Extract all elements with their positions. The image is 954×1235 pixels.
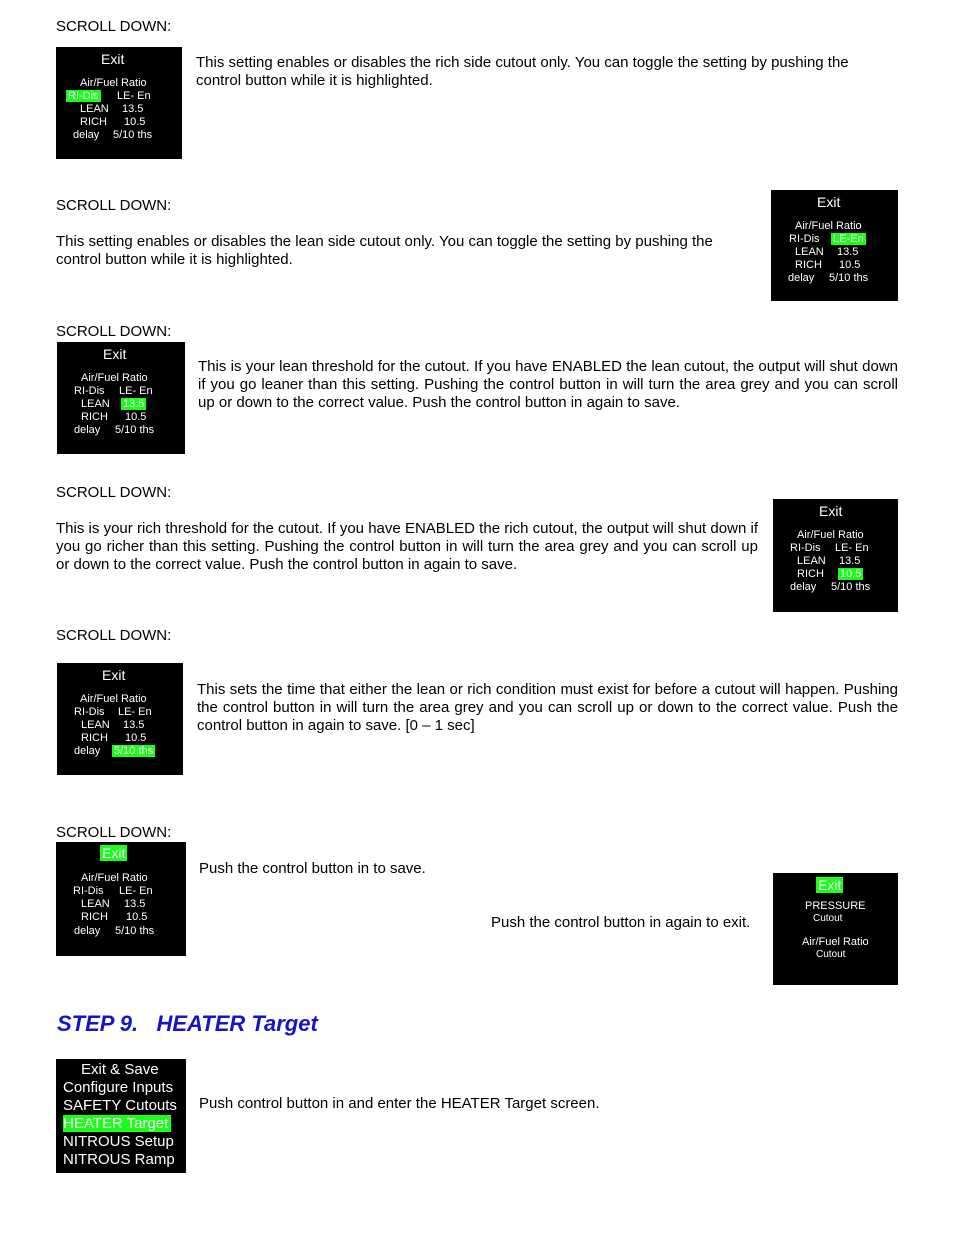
exit-option: Exit	[817, 194, 841, 210]
lean-label: LEAN	[81, 719, 110, 731]
afr-cutout-label: Air/Fuel Ratio	[802, 936, 869, 948]
rich-toggle-description: This setting enables or disables the rich side cutout only. You can toggle the setting by pushing the control button while it is highlighted.	[196, 54, 849, 89]
scroll-down-label-4: SCROLL DOWN:	[56, 484, 172, 501]
rich-value	[838, 568, 863, 581]
lean-value: 13.5	[124, 898, 146, 910]
afr-screen-rich-toggle	[56, 47, 182, 159]
menu-item-nitrous-setup: NITROUS Setup	[63, 1133, 174, 1150]
menu-item-configure-inputs: Configure Inputs	[63, 1079, 174, 1096]
afr-screen-exit-save	[56, 842, 186, 956]
pressure-label: PRESSURE	[805, 900, 866, 912]
delay-label: delay	[790, 581, 817, 593]
delay-label: delay	[73, 129, 100, 141]
le-setting: LE- En	[119, 885, 153, 897]
afr-screen-rich-threshold	[773, 499, 898, 612]
exit-option: Exit	[101, 51, 125, 67]
lean-value: 13.5	[839, 555, 861, 567]
delay-value: 5/10 ths	[831, 581, 871, 593]
afr-heading: Air/Fuel Ratio	[797, 529, 864, 541]
delay-value	[112, 745, 155, 758]
lean-value	[121, 398, 146, 411]
scroll-down-label-2: SCROLL DOWN:	[56, 197, 172, 214]
rich-label: RICH	[81, 732, 108, 744]
exit-instruction: Push the control button in again to exit.	[491, 914, 751, 931]
afr-heading: Air/Fuel Ratio	[81, 872, 148, 884]
le-setting: LE- En	[118, 706, 152, 718]
lean-label: LEAN	[80, 103, 109, 115]
lean-value-highlight: 13.5	[123, 398, 145, 410]
ri-value-highlight: RI-Dis	[68, 90, 99, 102]
rich-value: 10.5	[124, 116, 146, 128]
exit-option: Exit	[102, 667, 126, 683]
afr-heading: Air/Fuel Ratio	[81, 372, 148, 384]
rich-label: RICH	[81, 911, 108, 923]
rich-label: RICH	[80, 116, 107, 128]
ri-setting: RI-Dis	[74, 706, 105, 718]
afr-heading: Air/Fuel Ratio	[795, 220, 862, 232]
rich-value: 10.5	[125, 411, 147, 423]
scroll-down-label-5: SCROLL DOWN:	[56, 627, 172, 644]
lean-threshold-description: This is your lean threshold for the cutout. If you have ENABLED the lean cutout, the output will shut down if you go leaner than this setting. Pushing the control button in will turn the area grey and you can scroll up or down to the correct value. Push the control button in again to save.	[198, 358, 898, 411]
rich-value: 10.5	[125, 732, 147, 744]
lean-label: LEAN	[81, 398, 110, 410]
exit-option: Exit	[103, 346, 127, 362]
afr-screen-lean-threshold	[57, 342, 185, 454]
afr-heading: Air/Fuel Ratio	[80, 693, 147, 705]
main-menu-screen	[56, 1059, 186, 1173]
delay-label: delay	[74, 424, 101, 436]
rich-value: 10.5	[126, 911, 148, 923]
exit-highlight: Exit	[818, 877, 842, 893]
delay-description: This sets the time that either the lean or rich condition must exist for before a cutout will happen. Pushing the control button in will turn the area grey and you can scroll up or down to the correct value. Push the control button in again to save. [0 – 1 sec]	[197, 681, 898, 734]
lean-value: 13.5	[122, 103, 144, 115]
lean-label: LEAN	[795, 246, 824, 258]
le-setting	[831, 233, 866, 246]
afr-screen-delay	[57, 663, 183, 775]
rich-value-highlight: 10.5	[840, 568, 862, 580]
lean-label: LEAN	[797, 555, 826, 567]
scroll-down-label-6: SCROLL DOWN:	[56, 824, 172, 841]
le-setting: LE- En	[835, 542, 869, 554]
delay-label: delay	[74, 745, 101, 757]
exit-option: Exit	[819, 503, 843, 519]
menu-item-safety-cutouts: SAFETY Cutouts	[63, 1097, 177, 1114]
le-setting: LE- En	[119, 385, 153, 397]
rich-value: 10.5	[839, 259, 861, 271]
lean-label: LEAN	[81, 898, 110, 910]
delay-value: 5/10 ths	[115, 424, 155, 436]
afr-heading: Air/Fuel Ratio	[80, 77, 147, 89]
scroll-down-label-1: SCROLL DOWN:	[56, 18, 172, 35]
le-setting: LE- En	[117, 90, 151, 102]
lean-toggle-description: This setting enables or disables the lean side cutout only. You can toggle the setting by pushing the control button while it is highlighted.	[56, 233, 713, 268]
delay-value: 5/10 ths	[829, 272, 869, 284]
rich-label: RICH	[797, 568, 824, 580]
lean-value: 13.5	[837, 246, 859, 258]
afr-cutout-sublabel: Cutout	[816, 949, 846, 960]
delay-value-highlight: 5/10 ths	[114, 745, 154, 757]
cutout-menu-screen	[773, 873, 898, 985]
scroll-down-label-3: SCROLL DOWN:	[56, 323, 172, 340]
exit-option	[100, 845, 127, 861]
lean-value: 13.5	[123, 719, 145, 731]
delay-label: delay	[788, 272, 815, 284]
menu-item-heater-target	[63, 1115, 171, 1133]
exit-option	[816, 877, 843, 893]
rich-threshold-description: This is your rich threshold for the cutout. If you have ENABLED the rich cutout, the output will shut down if you go richer than this setting. Pushing the control button in will turn the area grey and you can scroll up or down to the correct value. Push the control button in again to save.	[56, 520, 758, 573]
delay-value: 5/10 ths	[115, 925, 155, 937]
afr-screen-lean-toggle	[771, 190, 898, 301]
menu-item-exit-save: Exit & Save	[81, 1061, 159, 1078]
delay-label: delay	[74, 925, 101, 937]
menu-item-nitrous-ramp: NITROUS Ramp	[63, 1151, 175, 1168]
ri-setting: RI-Dis	[73, 885, 104, 897]
rich-label: RICH	[81, 411, 108, 423]
ri-setting: RI-Dis	[789, 233, 820, 245]
rich-label: RICH	[795, 259, 822, 271]
delay-value: 5/10 ths	[113, 129, 153, 141]
step-9-heading: STEP 9. HEATER Target	[57, 1011, 318, 1036]
ri-setting	[66, 90, 101, 103]
le-value-highlight: LE-En	[833, 233, 864, 245]
heater-target-highlight: HEATER Target	[63, 1115, 171, 1132]
ri-setting: RI-Dis	[790, 542, 821, 554]
pressure-cutout-label: Cutout	[813, 913, 843, 924]
ri-setting: RI-Dis	[74, 385, 105, 397]
heater-target-instruction: Push control button in and enter the HEATER Target screen.	[199, 1095, 600, 1112]
exit-highlight: Exit	[102, 845, 126, 861]
save-instruction: Push the control button in to save.	[199, 860, 426, 877]
